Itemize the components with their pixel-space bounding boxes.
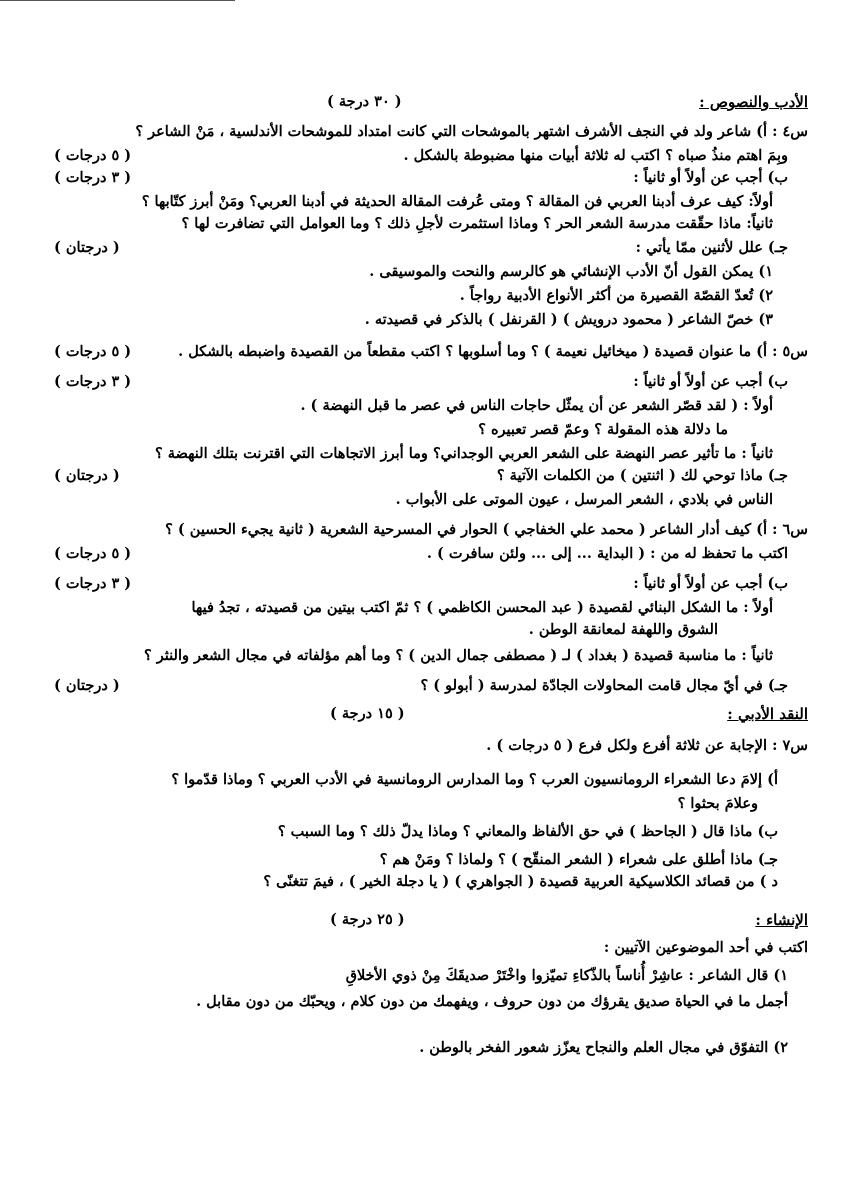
q4-c-1 [40,262,773,282]
comp-intro [40,938,808,958]
line-text: ما دلالة هذه المقولة ؟ وعمّ قصر تعبيره ؟ [478,421,728,438]
q7-a [40,770,778,790]
line-text: جـ) ماذا توحي لك ( اثنتين ) من الكلمات الآتية ؟ [496,467,788,484]
marks: ( ٣ درجات ) [54,169,132,186]
comp-topic-1-verse [40,966,788,986]
section-marks-criticism: ( ١٥ درجة ) [330,705,405,722]
q6-a-cont [40,544,788,564]
q6-b-first-cont [40,620,718,640]
line-text: جـ) ماذا أطلق على شعراء ( الشعر المنقّح ) ؟ ولماذا ؟ ومَنْ هم ؟ [379,851,778,868]
line-text: وعلامَ بحثوا ؟ [677,795,758,812]
line-text: ب) ماذا قال ( الجاحظ ) في حق الألفاظ والمعاني ؟ وماذا يدلّ ذلك ؟ وما السبب ؟ [277,823,778,840]
line-text: جـ) في أيّ مجال قامت المحاولات الجادّة لمدرسة ( أبولو ) ؟ [420,677,788,694]
q5-b-first-cont [40,420,728,440]
line-text: ثانياً : ما مناسبة قصيدة ( بغداد ) لـ ( مصطفى جمال الدين ) ؟ وما أهم مؤلفاته في مجال الشعر والنثر ؟ [144,647,773,664]
line-text: ١) قال الشاعر : عاشِرْ أُناساً بالذّكاءِ تميّزوا واخْتَرْ صديقَكَ مِنْ ذوي الأخلاقِ [345,967,788,984]
q6-b [40,574,788,594]
top-rule [0,0,235,1]
line-text: د ) من قصائد الكلاسيكية العربية قصيدة ( الجواهري ) ( يا دجلة الخير ) ، فيمَ تتغنّى ؟ [263,873,778,890]
q4-b-second [40,214,773,234]
line-text: أجمل ما في الحياة صديق يقرؤك من دون حروف ، ويفهمك من دون كلام ، ويحبّك من دون مقابل . [196,993,788,1010]
line-text: ٣) خصّ الشاعر ( محمود درويش ) ( القرنفل ) بالذكر في قصيدته . [364,311,773,328]
marks: ( ٥ درجات ) [54,147,132,164]
q5-b [40,372,788,392]
q4-a [40,122,808,142]
line-text: الشوق واللهفة لمعانقة الوطن . [528,621,718,638]
q5-a [40,342,808,362]
line-text: ٢) تُعدّ القصّة القصيرة من أكثر الأنواع الأدبية رواجاً . [459,287,773,304]
line-text: ب) أجب عن أولاً أو ثانياً : [633,575,788,592]
line-text: أولاً: كيف عرف أدبنا العربي فن المقالة ؟ ومتى عُرفت المقالة الحديثة في أدبنا العربي؟ ومَنْ أبرز كتّابها ؟ [141,193,773,210]
q7-a-cont [40,794,758,814]
line-text: اكتب في أحد الموضوعين الآتيين : [603,939,808,956]
line-text: اكتب ما تحفظ له من : ( البداية ... إلى ... ولئن سافرت ) . [426,545,788,562]
line-text: ب) أجب عن أولاً أو ثانياً : [633,373,788,390]
q7-c [40,850,778,870]
line-text: ٢) التفوّق في مجال العلم والنجاح يعزّز شعور الفخر بالوطن . [419,1039,788,1056]
q4-c [40,238,788,258]
line-text: ثانياً : ما تأثير عصر النهضة على الشعر العربي الوجداني؟ وما أبرز الاتجاهات التي اقترنت بتلك النهضة ؟ [155,445,773,462]
marks: ( ٥ درجات ) [54,545,132,562]
line-text: ١) يمكن القول أنّ الأدب الإنشائي هو كالرسم والنحت والموسيقى . [369,263,773,280]
q4-b [40,168,788,188]
q7-b [40,822,778,842]
section-marks-composition: ( ٢٥ درجة ) [330,911,405,928]
q4-c-3 [40,310,773,330]
line-text: س٦ : أ) كيف أدار الشاعر ( محمد علي الخفاجي ) الحوار في المسرحية الشعرية ( ثانية يجيء الحسين ) ؟ [165,521,808,538]
line-text: أ) إلامَ دعا الشعراء الرومانسيون العرب ؟ وما المدارس الرومانسية في الأدب العربي ؟ وماذا قدّموا ؟ [171,771,778,788]
marks: ( درجتان ) [54,677,120,694]
q6-b-second [40,646,773,666]
marks: ( درجتان ) [54,467,120,484]
marks: ( ٣ درجات ) [54,373,132,390]
line-text: س٧ : الإجابة عن ثلاثة أفرع ولكل فرع ( ٥ درجات ) . [486,737,808,754]
q7-d [40,872,778,892]
line-text: الناس في بلادي ، الشعر المرسل ، عيون الموتى على الأبواب . [395,491,773,508]
line-text: جـ) علل لأثنين ممّا يأتي : [635,239,788,256]
q4-c-2 [40,286,773,306]
q4-b-first [40,192,773,212]
q4-a-cont [40,146,788,166]
comp-topic-2 [40,1038,788,1058]
comp-topic-1-text [40,992,788,1012]
q6-b-first [40,598,773,618]
section-heading-literature: الأدب والنصوص : [699,93,808,111]
q5-b-first [40,396,773,416]
line-text: أولاً : ( لقد قصّر الشعر عن أن يمثّل حاجات الناس في عصر ما قبل النهضة ) . [300,397,773,414]
q5-c [40,466,788,486]
line-text: وبِمَ اهتم منذُ صباه ؟ اكتب له ثلاثة أبيات منها مضبوطة بالشكل . [403,147,788,164]
marks: ( درجتان ) [54,239,120,256]
marks: ( ٣ درجات ) [54,575,132,592]
q5-b-second [40,444,773,464]
q5-c-words [40,490,773,510]
section-heading-composition: الإنشاء : [755,911,808,929]
section-marks-literature: ( ٣٠ درجة ) [327,93,402,110]
line-text: ثانياً: ماذا حقّقت مدرسة الشعر الحر ؟ وماذا استثمرت لأجلِ ذلك ؟ وما العوامل التي تضافرت لها ؟ [181,215,773,232]
q6-c [40,676,788,696]
line-text: س٥ : أ) ما عنوان قصيدة ( ميخائيل نعيمة ) ؟ وما أسلوبها ؟ اكتب مقطعاً من القصيدة واضبطه بالشكل . [178,343,808,360]
marks: ( ٥ درجات ) [54,343,132,360]
q6-a [40,520,808,540]
line-text: ب) أجب عن أولاً أو ثانياً : [633,169,788,186]
q7-intro [40,736,808,756]
line-text: س٤ : أ) شاعر ولد في النجف الأشرف اشتهر بالموشحات التي كانت امتداد للموشحات الأندلسية ، مَنْ الشاعر ؟ [135,123,808,140]
line-text: أولاً : ما الشكل البنائي لقصيدة ( عبد المحسن الكاظمي ) ؟ ثمّ اكتب بيتين من قصيدته ، تجدُ فيها [191,599,773,616]
section-heading-criticism: النقد الأدبي : [727,705,808,723]
